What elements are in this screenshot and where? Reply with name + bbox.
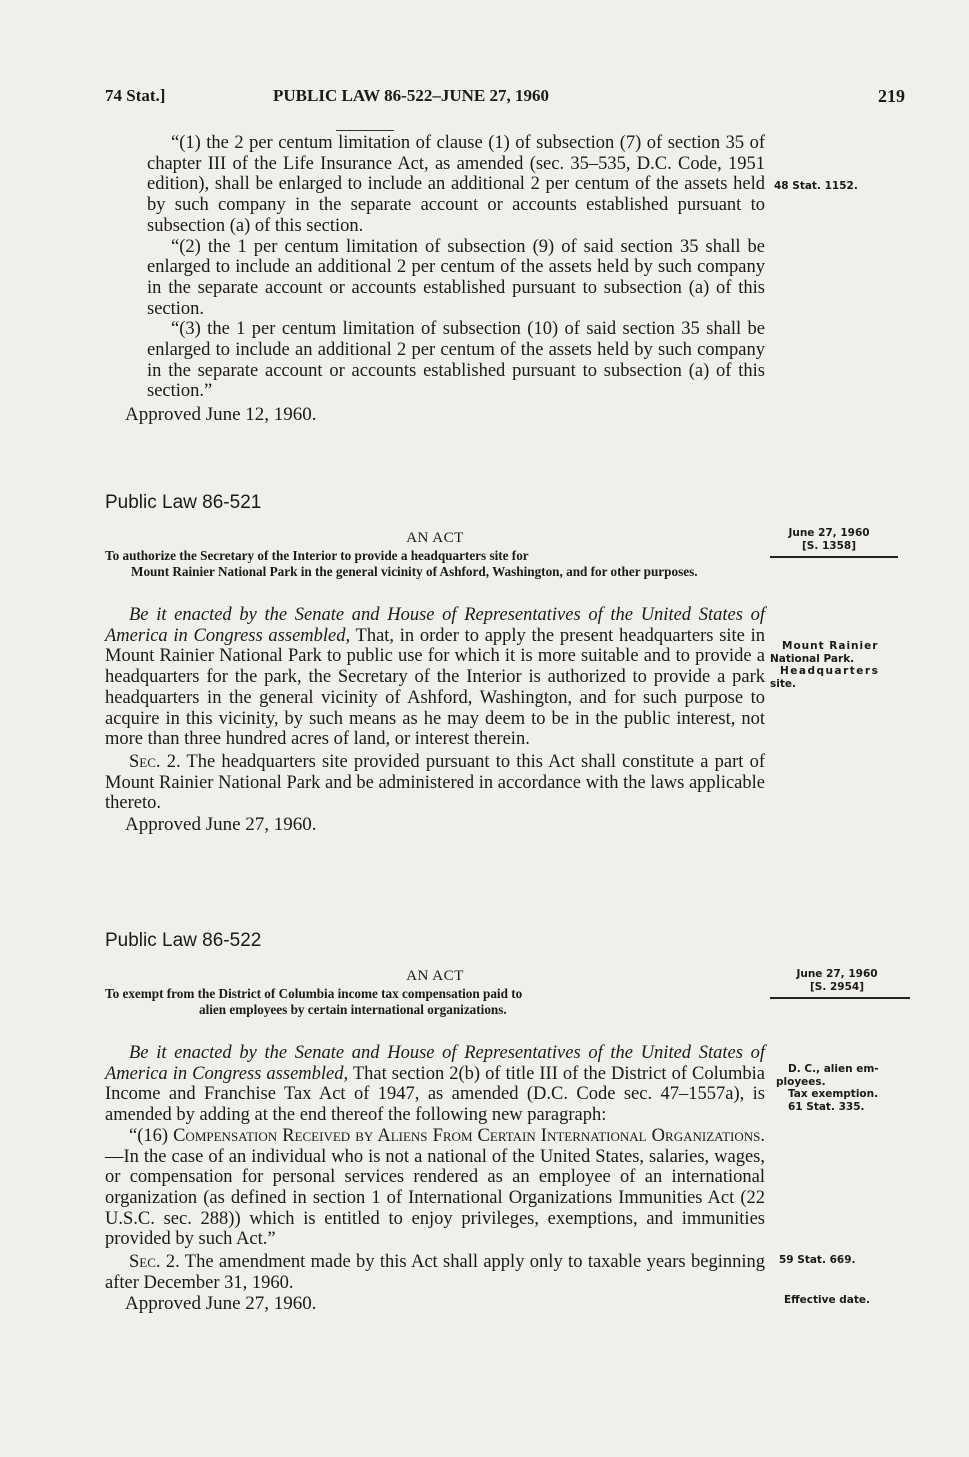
carryover-paragraph-3: “(3) the 1 per centum limitation of subsection (10) of said section 35 shall be enlarged to include an additional 2 per centum of the assets held by such company in the separate account or accounts established pursuant to subsection (a) of this section.” bbox=[147, 319, 765, 402]
margin-line: National Park. bbox=[770, 652, 855, 665]
section-1 bbox=[105, 605, 765, 750]
margin-line: site. bbox=[770, 677, 796, 690]
running-header bbox=[105, 86, 905, 112]
section-2-label: Sec. 2. bbox=[129, 751, 181, 772]
page-number: 219 bbox=[878, 86, 905, 106]
margin-line: Tax exemption. bbox=[788, 1088, 879, 1100]
purpose-first-line: To authorize the Secretary of the Interior to provide a headquarters site for bbox=[105, 548, 529, 563]
new-paragraph-16 bbox=[105, 1126, 765, 1250]
approved-line: Approved June 12, 1960. bbox=[125, 404, 317, 426]
carryover-section bbox=[105, 133, 765, 426]
margin-line: ployees. bbox=[776, 1075, 826, 1088]
purpose-continuation: Mount Rainier National Park in the general vicinity of Ashford, Washington, and for other purposes. bbox=[131, 563, 698, 579]
header-volume: 74 Stat.] bbox=[105, 86, 166, 105]
section-2-text: The headquarters site provided pursuant to this Act shall constitute a part of Mount Rainier National Park and be administered in accordance with the laws applicable thereto. bbox=[105, 751, 765, 814]
margin-line: Mount Rainier bbox=[782, 640, 879, 652]
margin-line: Headquarters bbox=[780, 665, 880, 677]
margin-line: 61 Stat. 335. bbox=[788, 1100, 865, 1113]
law-title: Public Law 86-522 bbox=[105, 930, 262, 951]
section-2 bbox=[105, 752, 765, 814]
margin-note-date-521 bbox=[774, 527, 884, 553]
header-title: PUBLIC LAW 86-522–JUNE 27, 1960 bbox=[273, 86, 549, 105]
an-act-heading: AN ACT bbox=[406, 968, 464, 984]
margin-note-effective-date: Effective date. bbox=[784, 1294, 870, 1306]
section-2 bbox=[105, 1252, 765, 1293]
paragraph-16-heading: “(16) Compensation Received by Aliens From Certain International Organizations. bbox=[129, 1125, 765, 1146]
enacting-clause: Be it enacted by the Senate and House of Representatives of the United States of America in Congress assembled, bbox=[105, 1043, 765, 1084]
margin-rule bbox=[770, 997, 910, 999]
margin-note-mount-rainier bbox=[770, 640, 910, 690]
margin-line: D. C., alien em- bbox=[788, 1063, 879, 1075]
public-law-86-521 bbox=[105, 492, 765, 836]
margin-note-dc-alien bbox=[776, 1063, 916, 1113]
margin-note-48-stat: 48 Stat. 1152. bbox=[774, 180, 858, 192]
law-title: Public Law 86-521 bbox=[105, 492, 262, 513]
purpose-continuation: alien employees by certain international organizations. bbox=[199, 1001, 507, 1017]
header-rule bbox=[336, 130, 394, 131]
section-1-text: That section 2(b) of title III of the District of Columbia Income and Franchise Tax Act of 1947, as amended (D.C. Code sec. 47–1557a), is amended by adding at the end thereof the following new paragraph: bbox=[105, 1063, 765, 1126]
section-2-label: Sec. 2. bbox=[129, 1252, 180, 1273]
margin-bill-number: [S. 2954] bbox=[809, 981, 865, 993]
carryover-paragraph-1: “(1) the 2 per centum limitation of clause (1) of subsection (7) of section 35 of chapter III of the Life Insurance Act, as amended (sec. 35–535, D.C. Code, 1951 edition), shall be enlarged to include an additional 2 per centum of the assets held by such company in the separate account or accounts established pursuant to subsection (a) of this section. bbox=[147, 133, 765, 236]
margin-date: June 27, 1960 bbox=[788, 527, 870, 539]
section-1 bbox=[105, 1043, 765, 1126]
approved-line: Approved June 27, 1960. bbox=[125, 814, 317, 836]
an-act-heading: AN ACT bbox=[406, 530, 464, 546]
margin-note-date-522 bbox=[782, 968, 892, 994]
margin-date: June 27, 1960 bbox=[796, 968, 878, 980]
enacting-clause: Be it enacted by the Senate and House of Representatives of the United States of America in Congress assembled, bbox=[105, 605, 765, 646]
section-2-text: The amendment made by this Act shall apply only to taxable years beginning after December 31, 1960. bbox=[105, 1252, 765, 1293]
carryover-paragraph-2: “(2) the 1 per centum limitation of subsection (9) of said section 35 shall be enlarged to include an additional 2 per centum of the assets held by such company in the separate account or accounts established pursuant to subsection (a) of this section. bbox=[147, 236, 765, 319]
approved-line: Approved June 27, 1960. bbox=[125, 1293, 317, 1315]
section-1-text: That, in order to apply the present headquarters site in Mount Rainier National Park to public use for which it is more suitable and to provide a headquarters for the park, the Secretary of the Interior is authorized to provide a park headquarters in the general vicinity of Ashford, Washington, and for such purpose to acquire in this vicinity, by such means as he may deem to be in the public interest, not more than three hundred acres of land, or interest therein. bbox=[105, 625, 765, 750]
margin-note-59-stat: 59 Stat. 669. bbox=[779, 1254, 856, 1266]
law-purpose bbox=[105, 548, 765, 579]
law-purpose bbox=[105, 986, 765, 1017]
margin-bill-number: [S. 1358] bbox=[801, 540, 857, 552]
margin-rule bbox=[770, 556, 898, 558]
public-law-86-522 bbox=[105, 930, 765, 1315]
paragraph-16-text: —In the case of an individual who is not a national of the United States, salaries, wages, or compensation for personal services rendered as an employee of an international organization (as defined in section 1 of International Organizations Immunities Act (22 U.S.C. sec. 288)) which is entitled to enjoy privileges, exemptions, and immunities provided by such Act.” bbox=[105, 1146, 765, 1250]
purpose-first-line: To exempt from the District of Columbia income tax compensation paid to bbox=[105, 986, 523, 1001]
